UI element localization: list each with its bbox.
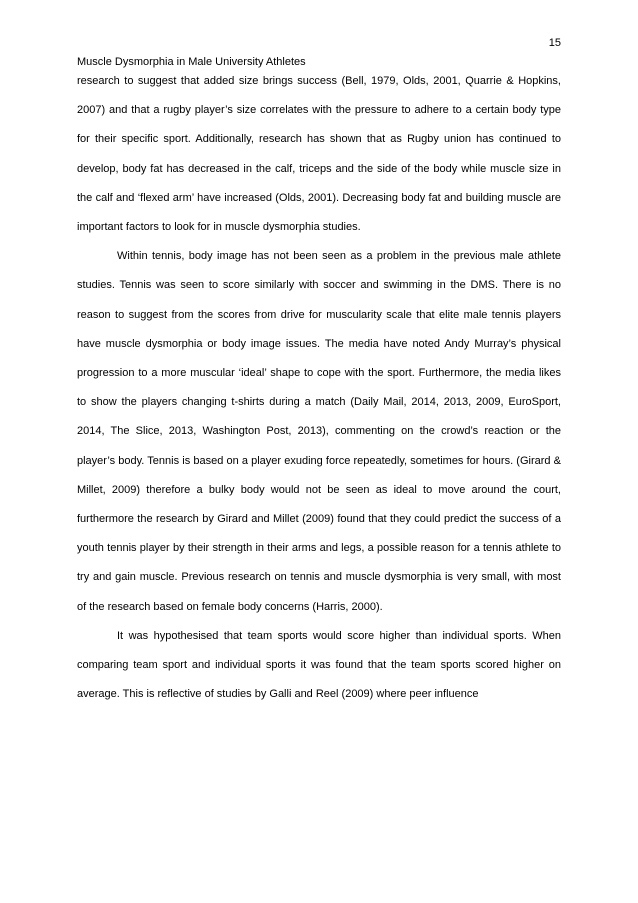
paragraph-tennis: Within tennis, body image has not been seen as a problem in the previous male athlete studies. Tennis was seen to score similarly with soccer and swimming in the DMS. There is no reason to suggest from the scores from drive for muscularity scale that elite male tennis players have muscle dysmorphia or body image issues. The media have noted Andy Murray’s physical progression to a more muscular ‘ideal’ shape to cope with the sport. Furthermore, the media likes to show the players changing t-shirts during a match (Daily Mail, 2014, 2013, 2009, EuroSport, 2014, The Slice, 2013, Washington Post, 2013), commenting on the crowd’s reaction or the player’s body. Tennis is based on a player exuding force repeatedly, sometimes for hours. (Girard & Millet, 2009) therefore a bulky body would not be seen as ideal to move around the court, furthermore the research by Girard and Millet (2009) found that they could predict the success of a youth tennis player by their strength in their arms and legs, a possible reason for a tennis athlete to try and gain muscle. Previous research on tennis and muscle dysmorphia is very small, with most of the research based on female body concerns (Harris, 2000). — [77, 250, 561, 613]
body-text — [77, 67, 561, 709]
paragraph-hypothesis: It was hypothesised that team sports would score higher than individual sports. When comparing team sport and individual sports it was found that the team sports scored higher on average. This is reflective of studies by Galli and Reel (2009) where peer influence — [77, 629, 561, 701]
running-head: Muscle Dysmorphia in Male University Athletes — [77, 56, 306, 68]
page-number: 15 — [548, 37, 561, 49]
paragraph-rugby-continuation: research to suggest that added size brings success (Bell, 1979, Olds, 2001, Quarrie & Hopkins, 2007) and that a rugby player’s size correlates with the pressure to adhere to a certain body type for their specific sport. Additionally, research has shown that as Rugby union has continued to develop, body fat has decreased in the calf, triceps and the side of the body while muscle size in the calf and ‘flexed arm’ have increased (Olds, 2001). Decreasing body fat and building muscle are important factors to look for in muscle dysmorphia studies. — [77, 75, 561, 234]
